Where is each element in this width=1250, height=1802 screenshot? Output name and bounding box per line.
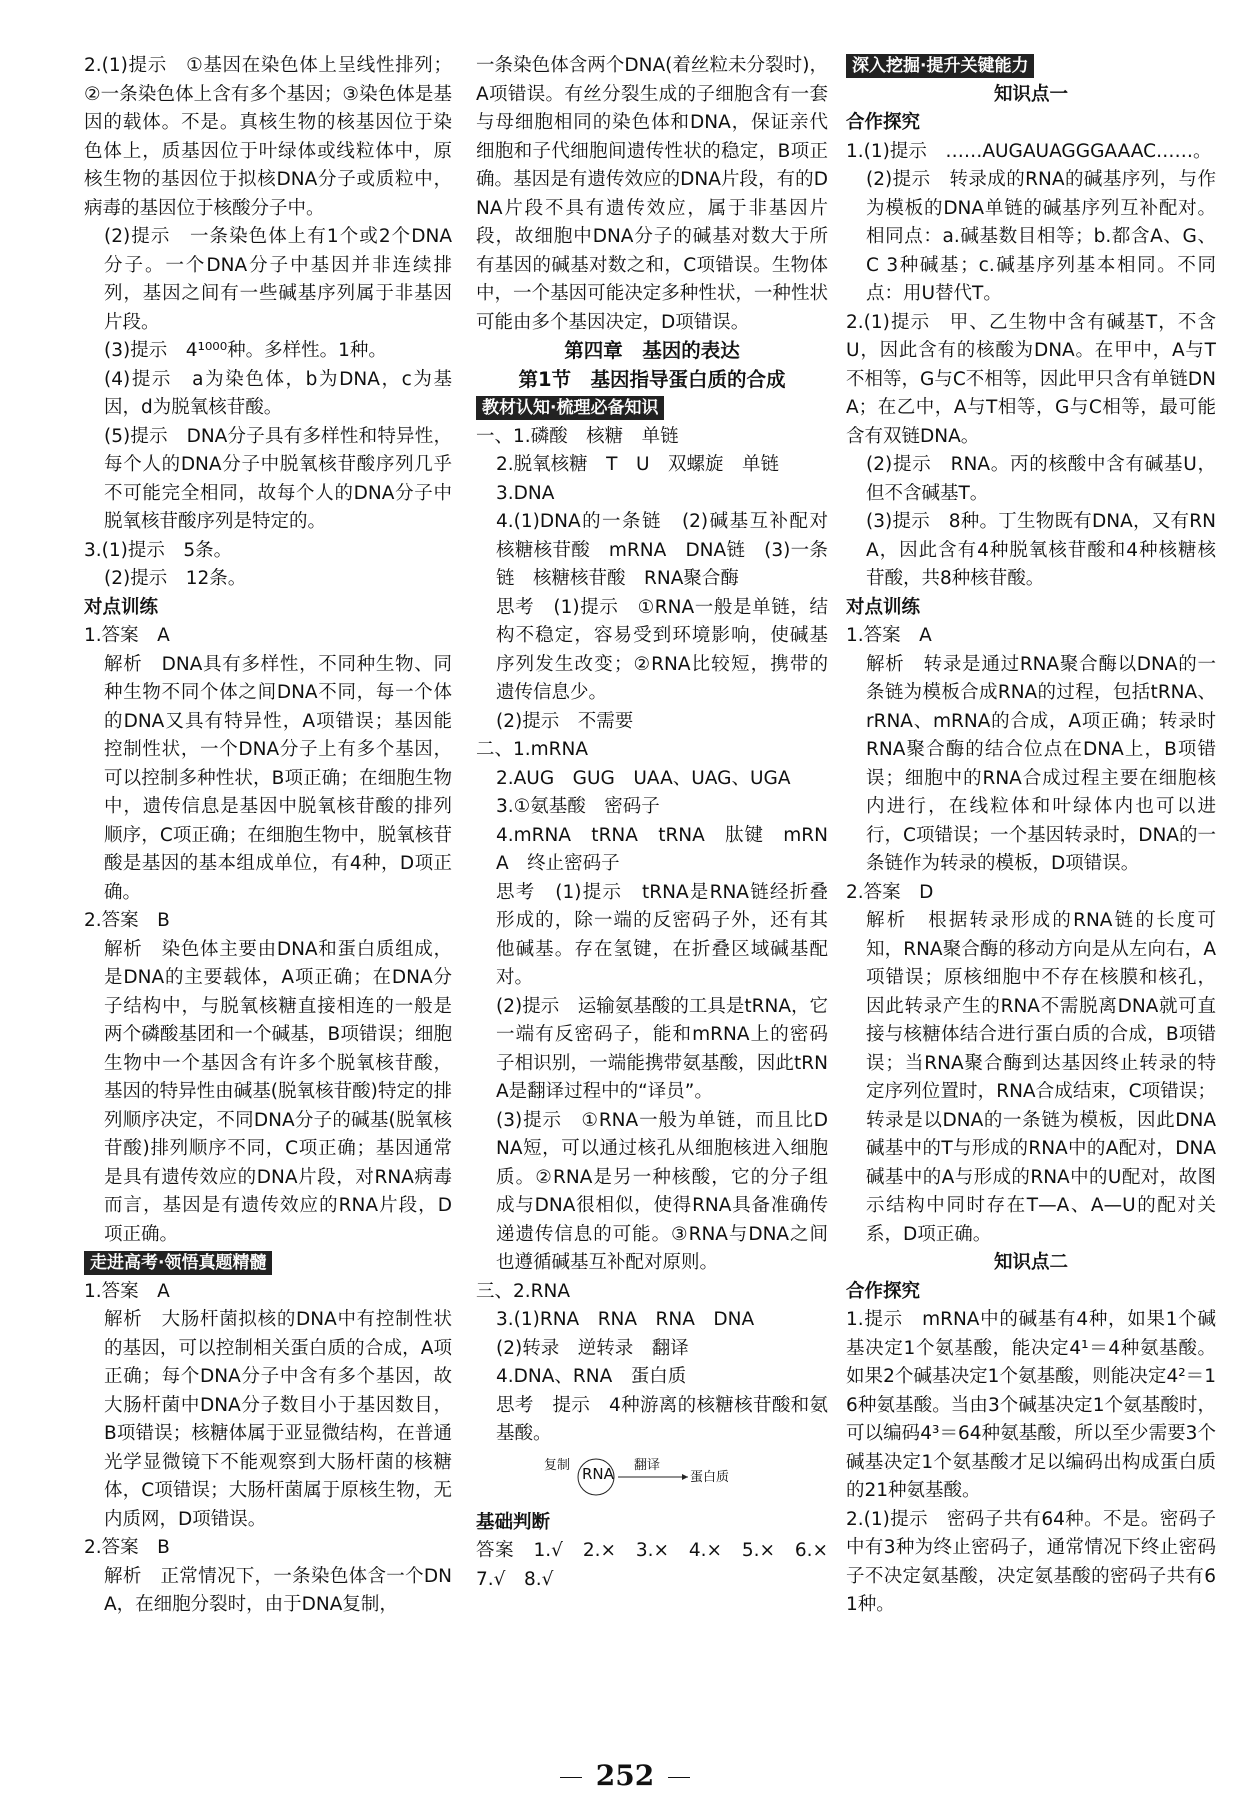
answer-paragraph: 解析 正常情况下，一条染色体含一个DNA，在细胞分裂时，由于DNA复制， [104,1565,452,1615]
answer-paragraph: 一条染色体含两个DNA(着丝粒未分裂时)，A项错误。有丝分裂生成的子细胞含有一套与母细胞相同的染色体和DNA，保证亲代细胞和子代细胞间遗传性状的稳定，B项正确。基因是有遗传效应的DNA片段，有的DNA片段不具有遗传效应，属于非基因片段，故细胞中DNA分子的碱基对数大于所有基因的碱基对数之和，C项错误。生物体中，一个基因可能决定多种性状，一种性状可能由多个基因决定，D项错误。 [476,55,828,333]
answer-paragraph: 4.mRNA tRNA tRNA 肽键 mRNA 终止密码子 [496,824,828,874]
answer-paragraph: (2)提示 不需要 [496,710,634,732]
section-banner: 走进高考·领悟真题精髓 [84,1251,272,1275]
answer-paragraph: 2.答案 D [846,881,934,903]
section-heading: 第1节 基因指导蛋白质的合成 [518,367,786,391]
answer-paragraph: 1.提示 mRNA中的碱基有4种，如果1个碱基决定1个氨基酸，能决定4¹＝4种氨基酸。如果2个碱基决定1个氨基酸，则能决定4²＝16种氨基酸。当由3个碱基决定1个氨基酸时，可以编码4³＝64种氨基酸，所以至少需要3个碱基决定1个氨基酸才足以编码出构成蛋白质的21种氨基酸。 [846,1309,1216,1501]
answer-paragraph: (2)提示 转录成的RNA的碱基序列，与作为模板的DNA单链的碱基序列互补配对。相同点：a.碱基数目相等；b.都含A、G、C 3种碱基；c.碱基序列基本相同。不同点：用U替代T。 [866,169,1216,304]
answer-paragraph: 解析 根据转录形成的RNA链的长度可知，RNA聚合酶的移动方向是从左向右，A项错误；原核细胞中不存在核膜和核孔，因此转录产生的RNA不需脱离DNA就可直接与核糖体结合进行蛋白质的合成，B项错误；当RNA聚合酶到达基因终止转录的特定序列位置时，RNA合成结束，C项错误；转录是以DNA的一条链为模板，因此DNA碱基中的T与形成的RNA中的A配对，DNA碱基中的A与形成的RNA中的U配对，故图示结构中同时存在T—A、A—U的配对关系，D项正确。 [866,910,1216,1245]
answer-paragraph: (4)提示 a为染色体，b为DNA，c为基因，d为脱氧核苷酸。 [104,368,452,418]
answer-paragraph: (2)转录 逆转录 翻译 [496,1337,689,1359]
section-heading: 对点训练 [84,596,159,618]
diagram-right-label: 蛋白质 [690,1469,730,1485]
section-heading: 合作探究 [846,112,921,133]
answer-paragraph: (3)提示 ①RNA一般为单链，而且比DNA短，可以通过核孔从细胞核进入细胞质。②RNA是另一种核酸，它的分子组成与DNA很相似，使得RNA具备准确传递遗传信息的可能。③RNA与DNA之间也遵循碱基互补配对原则。 [496,1109,828,1273]
answer-paragraph: 二、1.mRNA [476,739,589,760]
section-banner-row [476,394,828,423]
answer-paragraph: 思考 (1)提示 tRNA是RNA链经折叠形成的，除一端的反密码子外，还有其他碱基。存在氢键，在折叠区域碱基配对。 [496,881,828,988]
answer-paragraph: 2.(1)提示 ①基因在染色体上呈线性排列；②一条染色体上含有多个基因；③染色体是基因的载体。不是。真核生物的核基因位于染色体上，质基因位于叶绿体或线粒体中，原核生物的基因位于拟核DNA分子或质粒中，病毒的基因位于核酸分子中。 [84,55,452,219]
section-heading: 知识点一 [993,83,1068,105]
section-heading: 第四章 基因的表达 [564,339,740,362]
section-banner: 深入挖掘·提升关键能力 [846,54,1034,78]
answer-paragraph: 思考 提示 4种游离的核糖核苷酸和氨基酸。 [496,1394,828,1444]
diagram-center-label: RNA [582,1464,614,1483]
answer-paragraph: 2.脱氧核糖 T U 双螺旋 单链 [496,454,779,475]
answer-paragraph: 2.(1)提示 甲、乙生物中含有碱基T，不含U，因此含有的核酸为DNA。在甲中，A与T不相等，G与C不相等，因此甲只含有单链DNA；在乙中，A与T相等，G与C相等，最可能含有双链DNA。 [846,311,1216,447]
answer-paragraph: 3.①氨基酸 密码子 [496,796,660,817]
column-left [84,52,452,1620]
answer-paragraph: 4.(1)DNA的一条链 (2)碱基互补配对 核糖核苷酸 mRNA DNA链 (3)一条链 核糖核苷酸 RNA聚合酶 [496,511,847,589]
answer-paragraph: 2.答案 B [84,910,170,931]
diagram-top-label: 翻译 [634,1457,661,1473]
column-middle-bottom [476,1509,847,1595]
section-heading: 对点训练 [846,596,921,618]
answer-paragraph: 三、2.RNA [476,1280,570,1302]
diagram-left-label: 复制 [544,1457,571,1473]
section-heading: 合作探究 [846,1280,921,1302]
answer-paragraph: 思考 (1)提示 ①RNA一般是单链，结构不稳定，容易受到环境影响，使碱基序列发生改变；②RNA比较短，携带的遗传信息少。 [496,596,828,703]
answer-paragraph: (3)提示 4¹⁰⁰⁰种。多样性。1种。 [104,340,387,361]
answer-paragraph: (2)提示 RNA。丙的核酸中含有碱基U，但不含碱基T。 [866,454,1216,504]
answer-paragraph: 3.(1)提示 5条。 [84,539,233,561]
answer-paragraph: 1.答案 A [84,625,170,646]
answer-paragraph: 1.答案 A [84,1280,170,1302]
section-banner-row [84,1249,452,1278]
answer-paragraph: 答案 1.√ 2.× 3.× 4.× 5.× 6.× 7.√ 8.√ [476,1540,847,1590]
answer-paragraph: 3.(1)RNA RNA RNA DNA [496,1309,755,1330]
central-dogma-diagram [476,1453,828,1507]
section-banner-row [846,52,1216,81]
answer-paragraph: 3.DNA [496,482,555,504]
column-right [846,52,1216,1620]
answer-paragraph: 2.答案 B [84,1537,170,1558]
answer-paragraph: (2)提示 12条。 [104,568,247,589]
section-heading: 知识点二 [993,1252,1068,1273]
answer-paragraph: 解析 大肠杆菌拟核的DNA中有控制性状的基因，可以控制相关蛋白质的合成，A项正确；每个DNA分子中含有多个基因，故大肠杆菌中DNA分子数目小于基因数目，B项错误；核糖体属于亚显微结构，在普通光学显微镜下不能观察到大肠杆菌的核糖体，C项错误；大肠杆菌属于原核生物，无内质网，D项错误。 [104,1309,452,1530]
column-middle-top [476,52,847,1449]
answer-paragraph: (3)提示 8种。丁生物既有DNA，又有RNA，因此含有4种脱氧核苷酸和4种核糖核苷酸，共8种核苷酸。 [866,511,1216,589]
section-heading: 基础判断 [476,1511,551,1533]
answer-paragraph: 解析 DNA具有多样性，不同种生物、同种生物不同个体之间DNA不同，每一个体的DNA又具有特异性，A项错误；基因能控制性状，一个DNA分子上有多个基因，可以控制多种性状，B项正确；在细胞生物中，遗传信息是基因中脱氧核苷酸的排列顺序，C项正确；在细胞生物中，脱氧核苷酸是基因的基本组成单位，有4种，D项正确。 [104,653,452,903]
answer-paragraph: 1.答案 A [846,625,932,646]
answer-paragraph: (5)提示 DNA分子具有多样性和特异性，每个人的DNA分子中脱氧核苷酸序列几乎不可能完全相同，故每个人的DNA分子中脱氧核苷酸序列是特定的。 [104,425,452,532]
answer-paragraph: 解析 转录是通过RNA聚合酶以DNA的一条链为模板合成RNA的过程，包括tRNA、rRNA、mRNA的合成，A项正确；转录时RNA聚合酶的结合位点在DNA上，B项错误；细胞中的RNA合成过程主要在细胞核内进行，在线粒体和叶绿体内也可以进行，C项错误；一个基因转录时，DNA的一条链作为转录的模板，D项错误。 [866,653,1216,874]
answer-paragraph: 2.AUG GUG UAA、UAG、UGA [496,767,791,789]
section-banner: 教材认知·梳理必备知识 [476,396,664,420]
answer-paragraph: 2.(1)提示 密码子共有64种。不是。密码子中有3种为终止密码子，通常情况下终止密码子不决定氨基酸，决定氨基酸的密码子共有61种。 [846,1508,1216,1615]
answer-paragraph: (2)提示 运输氨基酸的工具是tRNA，它一端有反密码子，能和mRNA上的密码子相识别，一端能携带氨基酸，因此tRNA是翻译过程中的“译员”。 [496,995,828,1102]
page-number: 252 [560,1760,690,1792]
answer-paragraph: 解析 染色体主要由DNA和蛋白质组成，是DNA的主要载体，A项正确；在DNA分子结构中，与脱氧核糖直接相连的一般是两个磷酸基团和一个碱基，B项错误；细胞生物中一个基因含有许多个脱氧核苷酸，基因的特异性由碱基(脱氧核苷酸)特定的排列顺序决定，不同DNA分子的碱基(脱氧核苷酸)排列顺序不同，C项正确；基因通常是具有遗传效应的DNA片段，对RNA病毒而言，基因是有遗传效应的RNA片段，D项正确。 [104,938,452,1245]
column-middle [476,52,847,1594]
answer-paragraph: 一、1.磷酸 核糖 单链 [476,425,679,447]
answer-paragraph: 1.(1)提示 ……AUGAUAGGGAAAC……。 [846,140,1212,162]
answer-paragraph: 4.DNA、RNA 蛋白质 [496,1366,687,1387]
answer-paragraph: (2)提示 一条染色体上有1个或2个DNA分子。一个DNA分子中基因并非连续排列，基因之间有一些碱基序列属于非基因片段。 [104,226,452,333]
